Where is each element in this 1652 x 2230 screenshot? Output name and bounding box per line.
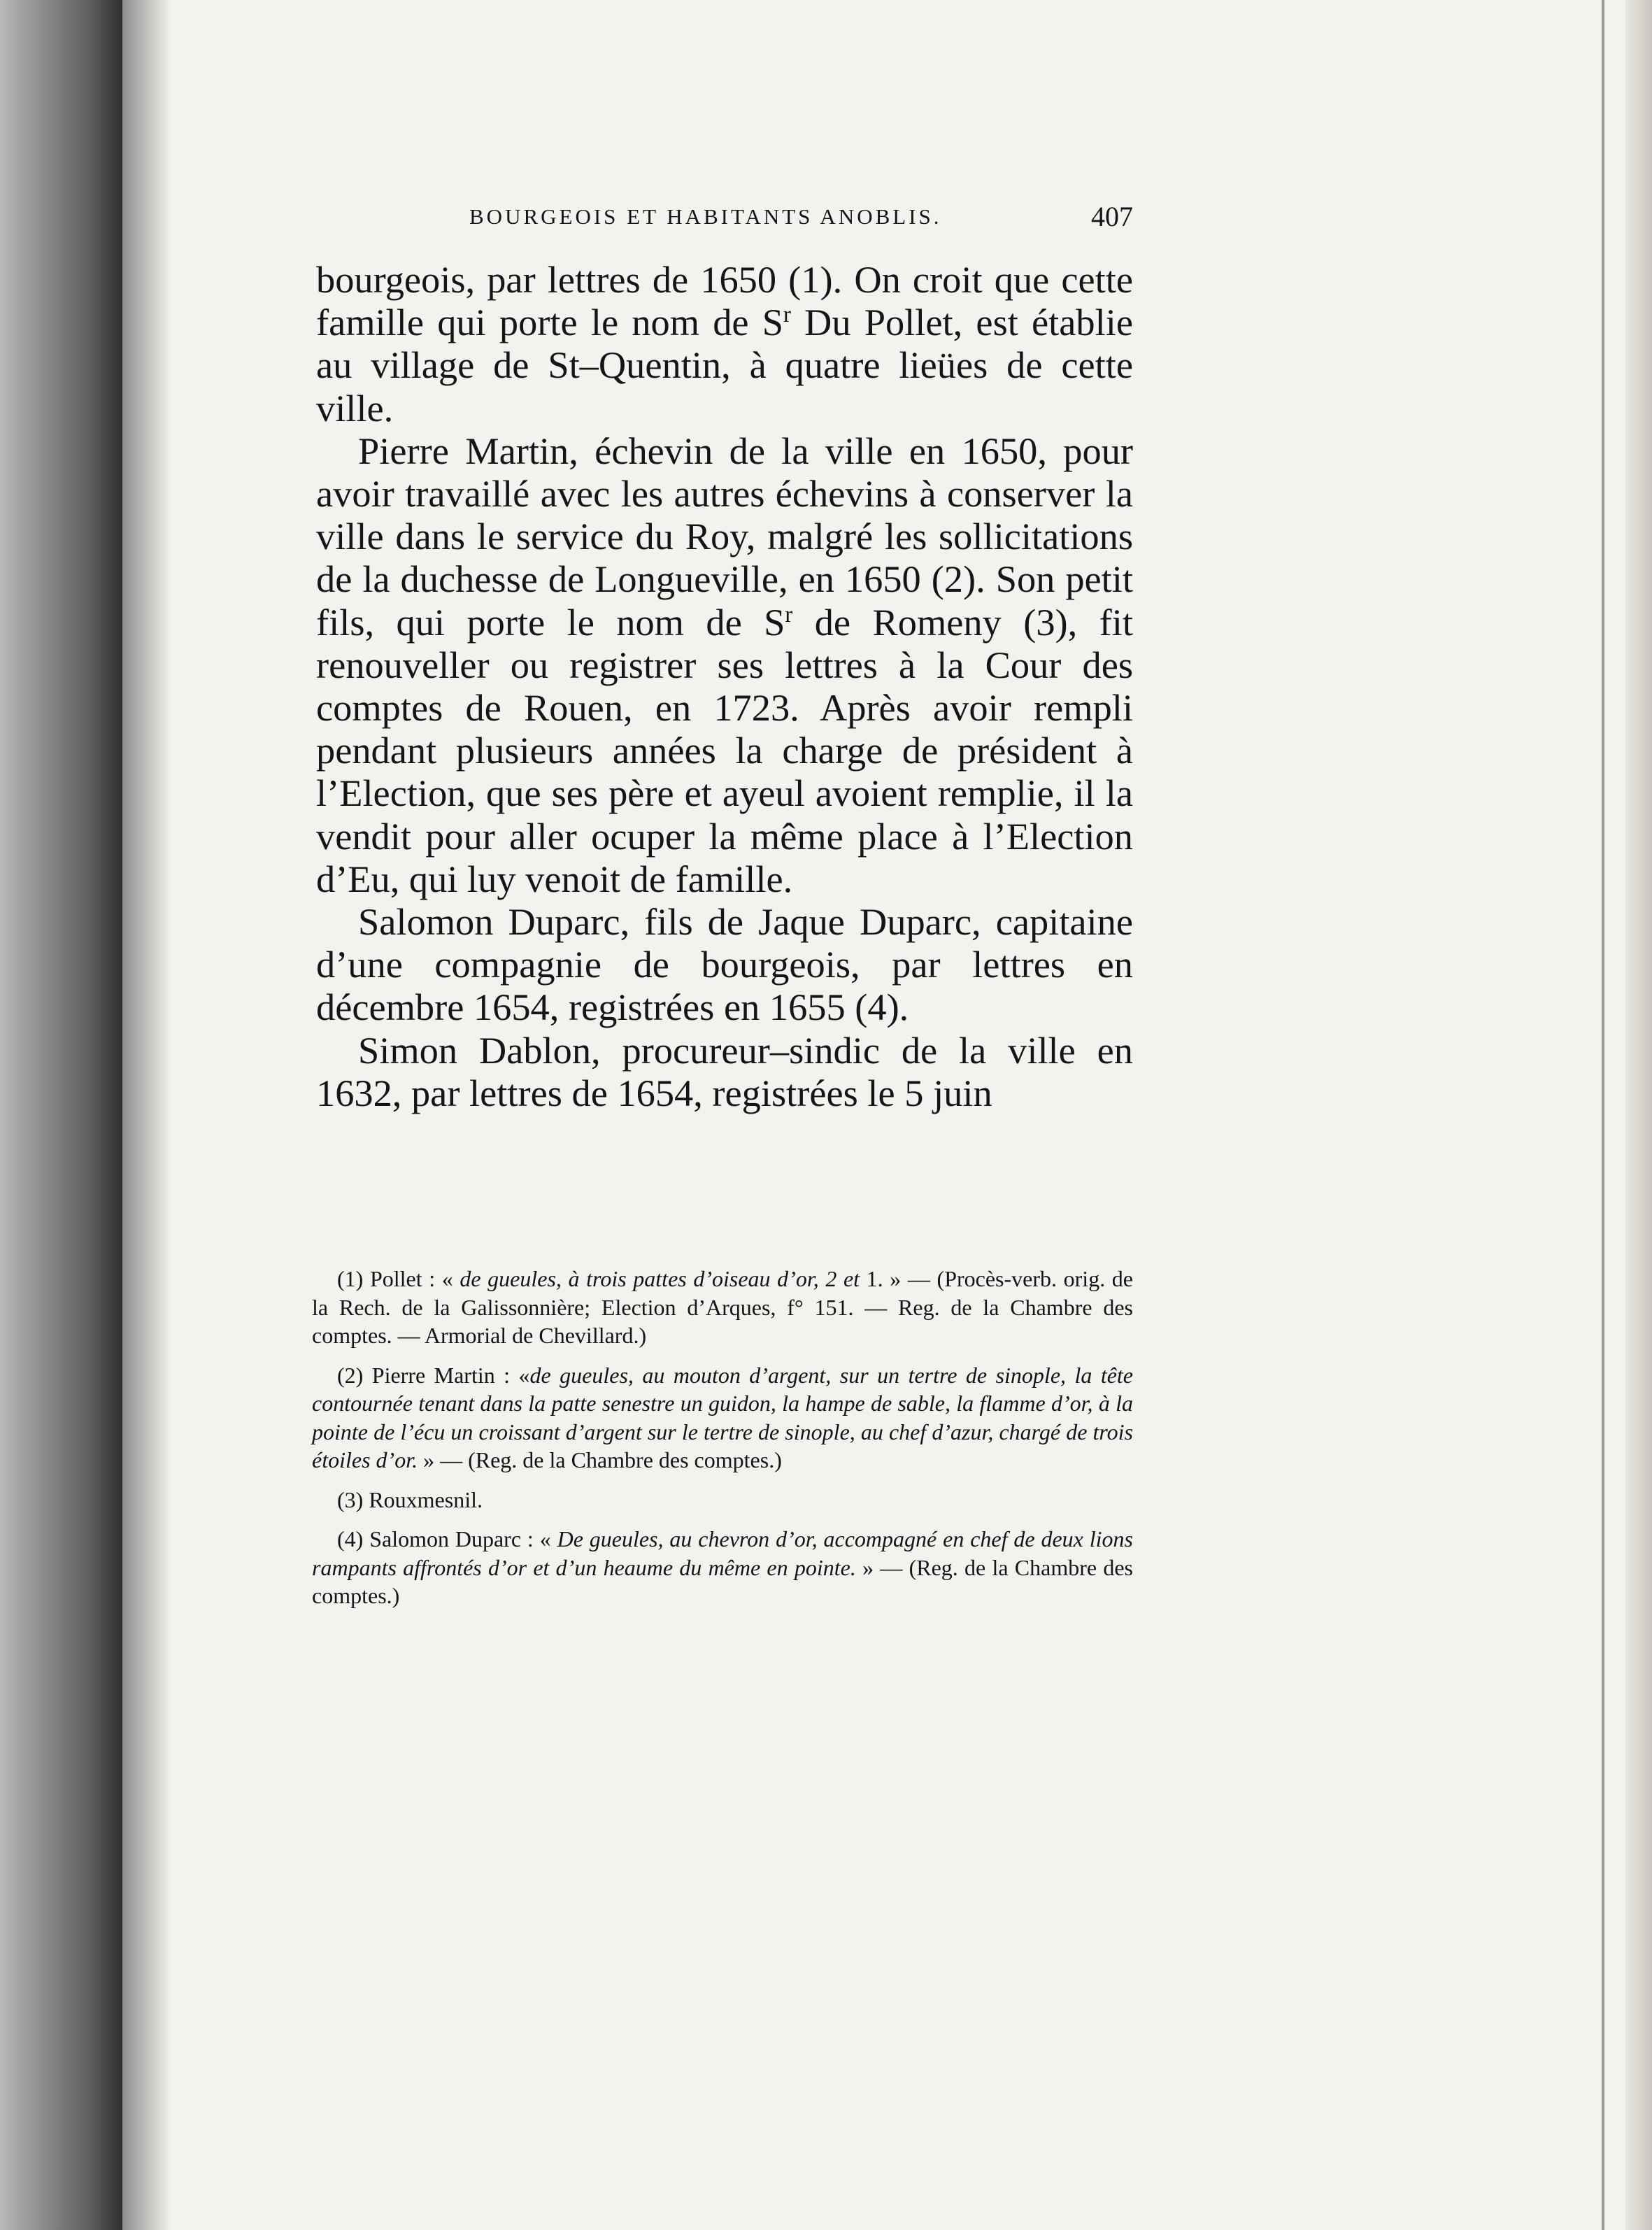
paragraph: Simon Dablon, procureur–sindic de la ville en 1632, par lettres de 1654, registrées le 5 juin	[316, 1029, 1133, 1114]
running-head	[318, 200, 1133, 235]
paragraph: Pierre Martin, échevin de la ville en 1650, pour avoir travaillé avec les autres échevins à conserver la ville dans le service du Roy, malgré les sollicitations de la duchesse de Longueville, en 1650 (2). Son petit fils, qui porte le nom de $S^r$ de Romeny (3), fit renouveller ou registrer ses lettres à la Cour des comptes de Rouen, en 1723. Après avoir rempli pendant plusieurs années la charge de président à l’Election, que ses père et ayeul avoient remplie, il la vendit pour aller ocuper la même place à l’Election d’Eu, qui luy venoit de famille.	[316, 429, 1133, 900]
body-text	[316, 259, 1133, 1115]
paragraph: Salomon Duparc, fils de Jaque Duparc, capitaine d’une compagnie de bourgeois, par lettres en décembre 1654, registrées en 1655 (4).	[316, 901, 1133, 1029]
footnote: (2) Pierre Martin : «de gueules, au mouton d’argent, sur un tertre de sinople, la tête contournée tenant dans la patte senestre un guidon, la hampe de sable, la flamme d’or, à la pointe de l’écu un croissant d’argent sur le tertre de sinople, au chef d’azur, chargé de trois étoiles d’or. » — (Reg. de la Chambre des comptes.)	[312, 1362, 1133, 1472]
footnote: (4) Salomon Duparc : « De gueules, au chevron d’or, accompagné en chef de deux lions rampants affrontés d’or et d’un heaume du même en pointe. » — (Reg. de la Chambre des comptes.)	[312, 1526, 1134, 1608]
page-number: 407	[1091, 201, 1133, 232]
footnotes	[312, 1265, 1133, 1621]
footnote: (3) Rouxmesnil.	[337, 1486, 483, 1512]
paragraph: bourgeois, par lettres de 1650 (1). On croit que cette famille qui porte le nom de $S^r$ Du Pollet, est établie au village de St–Quentin, à quatre lieües de cette ville.	[316, 259, 1133, 429]
footnote: (1) Pollet : « de gueules, à trois pattes d’oiseau d’or, 2 et 1. » — (Procès-verb. orig. de la Rech. de la Galissonnière; Election d’Arques, f° 151. — Reg. de la Chambre des comptes. — Armorial de Chevillard.)	[312, 1266, 1134, 1348]
running-title: BOURGEOIS ET HABITANTS ANOBLIS.	[469, 204, 942, 229]
